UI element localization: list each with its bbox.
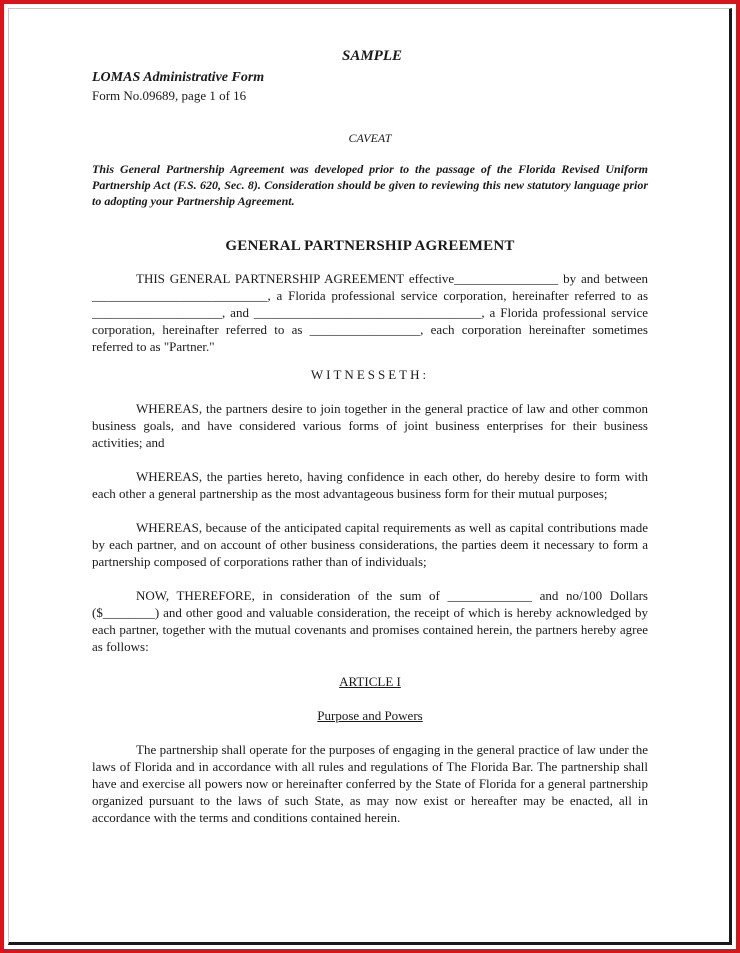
whereas-paragraph-1: WHEREAS, the partners desire to join together in the general practice of law and other common business goals, and have considered various forms of joint business enterprises for their business activities; and — [92, 401, 648, 450]
whereas-paragraph-3: WHEREAS, because of the anticipated capital requirements as well as capital contributions made by each partner, and on account of other business considerations, the parties deem it necessary to form a partnership composed of corporations rather than of individuals; — [92, 520, 648, 569]
document — [92, 48, 648, 826]
article-subheading: Purpose and Powers — [317, 708, 423, 723]
form-name: LOMAS Administrative Form — [92, 70, 265, 85]
caveat-text: This General Partnership Agreement was developed prior to the passage of the Florida Revised Uniform Partnership Act (F.S. 620, Sec. 8). Consideration should be given to reviewing this new statutory language prior to adopting your Partnership Agreement. — [92, 162, 648, 208]
form-number: Form No.09689, page 1 of 16 — [92, 88, 247, 103]
article-heading: ARTICLE I — [339, 674, 401, 689]
caveat-title: CAVEAT — [348, 131, 392, 145]
agreement-title: GENERAL PARTNERSHIP AGREEMENT — [225, 238, 515, 254]
intro-paragraph: THIS GENERAL PARTNERSHIP AGREEMENT effective________________ by and between ___________________________, a Florida professional service corporation, hereinafter referred to as ____________________, and ___________________________________, a Florida professional service corporation, hereinafter referred to as _________________, each corporation hereinafter sometimes referred to as "Partner." — [92, 271, 648, 354]
sample-heading — [92, 48, 648, 65]
whereas-paragraph-2: WHEREAS, the parties hereto, having confidence in each other, do hereby desire to form with each other a general partnership as the most advantageous business form for their mutual purposes; — [92, 469, 648, 501]
article-paragraph: The partnership shall operate for the purposes of engaging in the general practice of law under the laws of Florida and in accordance with all rules and regulations of The Florida Bar. The partnership shall have and exercise all powers now or hereinafter conferred by the State of Florida for a general partnership organized pursuant to the laws of such State, as may now exist or hereafter may be enacted, all in accordance with the terms and conditions contained herein. — [92, 742, 648, 825]
sample-label: SAMPLE — [341, 48, 402, 64]
witnesseth-heading: WITNESSETH: — [310, 367, 430, 382]
now-therefore-paragraph: NOW, THEREFORE, in consideration of the sum of _____________ and no/100 Dollars ($________) and other good and valuable consideration, the receipt of which is hereby acknowledged by each partner, together with the mutual covenants and promises contained herein, the partners hereby agree as follows: — [92, 588, 648, 654]
